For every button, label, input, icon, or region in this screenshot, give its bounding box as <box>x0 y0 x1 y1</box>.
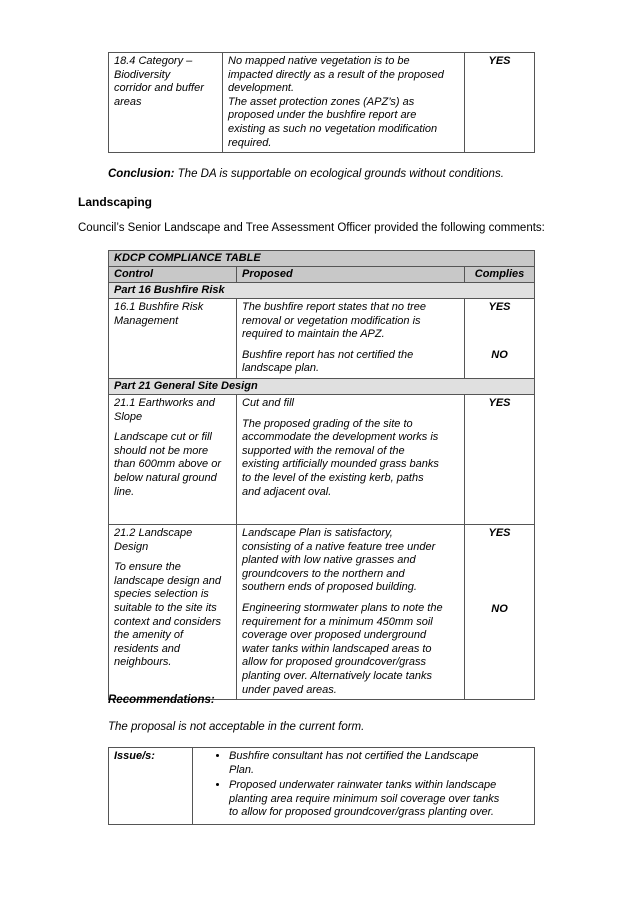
control-cell: 16.1 Bushfire Risk Management <box>109 299 237 379</box>
complies-cell: YES <box>465 53 535 153</box>
section-row <box>109 378 535 394</box>
control-cell: 21.2 Landscape Design To ensure the landscape design and species selection is suitable to the site its context and considers the amenity of residents and neighbours. <box>109 524 237 699</box>
proposed-cell: The bushfire report states that no tree removal or vegetation modification is required to maintain the APZ. Bushfire report has not certified the landscape plan. <box>237 299 465 379</box>
issues-list <box>209 750 529 820</box>
header-control: Control <box>109 267 237 283</box>
section-part-21: Part 21 General Site Design <box>109 378 535 394</box>
complies-cell: YES NO <box>465 299 535 379</box>
issues-table <box>108 747 535 825</box>
table-title-row <box>109 251 535 267</box>
control-cell: 18.4 Category – Biodiversity corridor and buffer areas <box>109 53 223 153</box>
biodiversity-table <box>108 52 535 153</box>
header-complies: Complies <box>465 267 535 283</box>
header-proposed: Proposed <box>237 267 465 283</box>
recommendations-heading: Recommendations: <box>108 694 215 706</box>
proposed-cell: Landscape Plan is satisfactory, consisting of a native feature tree under planted with low native grasses and groundcovers to the northern and southern ends of proposed building. Engineering stormwater plans to note the requirement for a minimum 450mm soil coverage over proposed underground water tanks within landscaped areas to allow for proposed groundcover/grass planting over. Alternatively locate tanks under paved areas. <box>237 524 465 699</box>
issues-list-cell <box>193 748 535 825</box>
landscaping-heading: Landscaping <box>78 195 153 209</box>
recommendation-text: The proposal is not acceptable in the current form. <box>108 721 365 733</box>
complies-cell: YES <box>465 394 535 524</box>
section-part-16: Part 16 Bushfire Risk <box>109 283 535 299</box>
table-row <box>109 299 535 379</box>
list-item: • Bushfire consultant has not certified the Landscape Plan. <box>229 750 529 777</box>
table-row <box>109 394 535 524</box>
table-row <box>109 524 535 699</box>
list-item: • Proposed underwater rainwater tanks within landscape planting area require minimum soil coverage over tanks to allow for proposed groundcover/grass planting over. <box>229 779 529 820</box>
table-row <box>109 748 535 825</box>
proposed-cell: Cut and fill The proposed grading of the site to accommodate the development works is supported with the removal of the existing artificially mounded grass banks to the level of the existing kerb, paths and adjacent oval. <box>237 394 465 524</box>
table-title: KDCP COMPLIANCE TABLE <box>109 251 535 267</box>
complies-cell: YES NO <box>465 524 535 699</box>
section-row <box>109 283 535 299</box>
intro-text: Council’s Senior Landscape and Tree Assessment Officer provided the following comments: <box>78 222 545 234</box>
issues-label: Issue/s: <box>109 748 193 825</box>
kdcp-compliance-table <box>108 250 535 700</box>
proposed-cell: No mapped native vegetation is to be impacted directly as a result of the proposed development. The asset protection zones (APZ’s) as proposed under the bushfire report are existing as such no vegetation modification required. <box>223 53 465 153</box>
control-cell: 21.1 Earthworks and Slope Landscape cut or fill should not be more than 600mm above or below natural ground line. <box>109 394 237 524</box>
table-header-row <box>109 267 535 283</box>
table-row <box>109 53 535 153</box>
conclusion-text: Conclusion: The DA is supportable on ecological grounds without conditions. <box>108 168 504 180</box>
